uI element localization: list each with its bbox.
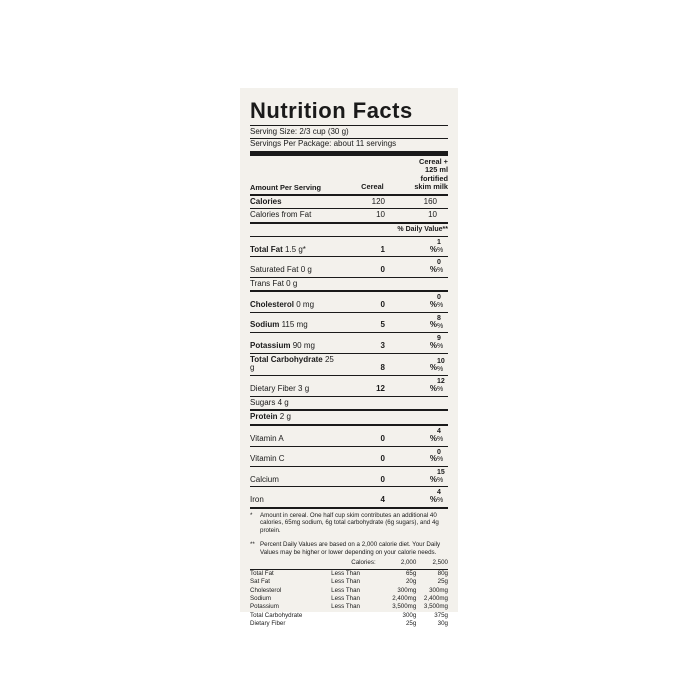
dv-row-label: Total Fat	[250, 569, 274, 577]
daily-value-header-table	[250, 224, 448, 236]
table-row	[250, 620, 448, 628]
vitamin-a-table	[250, 426, 448, 445]
table-row	[250, 603, 448, 611]
dv-row-2500: 25g	[437, 578, 448, 586]
table-row	[250, 487, 448, 506]
table-row	[250, 397, 448, 410]
row-value-cereal: 1	[380, 244, 385, 254]
dv-row-2500: 3,500mg	[423, 603, 448, 611]
dv-row-label: Total Carbohydrate	[250, 611, 303, 619]
dv-row-2000: 2,400mg	[392, 594, 417, 602]
row-value-cereal-milk: 4 %	[437, 489, 444, 504]
nutrition-table	[250, 156, 448, 194]
row-value-cereal: 0	[380, 300, 385, 310]
row-value-cereal: 5	[380, 320, 385, 330]
row-value-cereal: 12	[376, 383, 385, 393]
footnote-text: Amount in cereal. One half cup skim contributes an additional 40 calories, 65mg sodium, 6g total carbohydrate (6g sugars), and 4g protein.	[260, 511, 439, 535]
table-row	[250, 587, 448, 595]
row-label-protein: Protein	[250, 412, 278, 422]
dv-row-less-than	[331, 612, 379, 620]
row-label-cholesterol: Cholesterol	[250, 300, 295, 310]
row-value-cereal-milk: 0 %	[437, 294, 444, 310]
row-value-cereal-milk	[437, 397, 448, 410]
macros-table	[250, 237, 448, 256]
dv-row-less-than: Less Than	[331, 569, 360, 577]
dv-row-2500: 2,400mg	[423, 594, 448, 602]
row-value-cereal: 0	[380, 433, 385, 443]
table-row	[250, 376, 448, 395]
row-label-dietary-fiber: Dietary Fiber	[250, 383, 296, 393]
row-label-vitamin-a: Vitamin A	[250, 433, 284, 443]
dv-row-2000: 3,500mg	[392, 603, 417, 611]
dv-header-row	[250, 559, 448, 568]
row-pct-cereal: %	[429, 300, 437, 310]
row-label-trans-fat: Trans Fat	[250, 278, 284, 288]
row-pct-cereal: %	[429, 383, 437, 393]
row-pct-cereal: %	[429, 320, 437, 330]
footnote-text: Percent Daily Values are based on a 2,000 calorie diet. Your Daily Values may be higher or lower depending on your calorie needs.	[260, 540, 441, 556]
row-value-cereal-milk: 9 %	[437, 335, 444, 350]
row-pct-cereal: %	[429, 454, 437, 464]
row-label-sodium: Sodium	[250, 320, 280, 330]
daily-values-rows-table	[250, 570, 448, 629]
dv-row-2500: 375g	[434, 611, 448, 619]
table-row	[250, 595, 448, 603]
row-pct-blank	[437, 196, 448, 209]
row-pct-cereal: %	[429, 474, 437, 484]
protein-table	[250, 411, 448, 424]
footnote-marker: *	[250, 511, 253, 519]
table-row	[250, 467, 448, 486]
column-header-row	[250, 156, 448, 194]
row-value-cereal	[339, 397, 385, 410]
dv-row-2500: 80g	[437, 569, 448, 577]
row-value-cereal-milk: 1 %	[437, 238, 444, 254]
row-pct-cereal: %	[429, 433, 437, 443]
amount-per-serving-header: Amount Per Serving	[250, 182, 322, 192]
dv-row-less-than: Less Than	[331, 586, 360, 594]
dv-row-less-than: Less Than	[331, 603, 360, 611]
footnote-double-asterisk	[250, 538, 448, 557]
row-value-cereal-milk: 160	[423, 196, 437, 206]
row-label-saturated-fat: Saturated Fat	[250, 264, 299, 274]
row-pct-cereal: %	[429, 363, 437, 373]
table-row	[250, 257, 448, 276]
vitamin-c-table	[250, 447, 448, 466]
row-value-cereal	[339, 278, 385, 291]
dv-row-2500: 30g	[437, 619, 448, 627]
dv-row-label: Dietary Fiber	[250, 619, 286, 627]
row-value-cereal: 8	[380, 363, 385, 373]
table-row	[250, 411, 448, 424]
row-value-cereal-milk: 0 %	[437, 259, 444, 274]
dv-row-2000: 300g	[402, 611, 417, 619]
row-amount-cholesterol: 0 mg	[296, 300, 315, 310]
dv-row-less-than: Less Than	[331, 578, 360, 586]
dv-row-2500: 300mg	[429, 586, 448, 594]
dv-row-2000: 300mg	[397, 586, 417, 594]
row-value-cereal: 3	[380, 340, 385, 350]
nutrition-facts-label	[240, 88, 458, 627]
dv-header-calories: Calories:	[351, 559, 376, 567]
dv-row-label: Potassium	[250, 603, 279, 611]
row-pct-cereal: %	[429, 244, 437, 254]
row-value-cereal-milk: 8 %	[437, 314, 444, 330]
row-amount-sugars: 4 g	[277, 397, 289, 407]
cholesterol-table	[250, 292, 448, 311]
row-label-calcium: Calcium	[250, 474, 279, 484]
row-pct-cereal	[385, 278, 437, 291]
footnote-asterisk	[250, 509, 448, 535]
saturated-fat-table	[250, 257, 448, 276]
daily-value-header-row	[250, 224, 448, 236]
dv-row-2000: 20g	[405, 578, 417, 586]
potassium-table	[250, 333, 448, 352]
dv-header-2500: 2,500	[432, 559, 448, 567]
footnote-marker: **	[250, 540, 255, 548]
row-label-potassium: Potassium	[250, 340, 291, 350]
table-row	[250, 578, 448, 586]
row-amount-protein: 2 g	[279, 412, 291, 422]
row-label-total-fat: Total Fat	[250, 244, 283, 254]
column-header-cereal-milk: Cereal + 125 ml fortified skim milk	[414, 156, 448, 192]
row-pct-cereal: %	[429, 340, 437, 350]
dv-row-label: Sodium	[250, 594, 271, 602]
row-amount-saturated-fat: 0 g	[300, 264, 312, 274]
dv-row-less-than: Less Than	[331, 594, 360, 602]
sugars-table	[250, 397, 448, 410]
dv-header-name	[250, 559, 331, 568]
dv-row-less-than	[331, 620, 379, 628]
trans-fat-table	[250, 278, 448, 291]
row-amount-total-carbohydrate: 25 g	[250, 354, 334, 373]
table-row	[250, 426, 448, 445]
table-row	[250, 333, 448, 352]
total-carbohydrate-table	[250, 354, 448, 376]
row-value-cereal	[339, 411, 385, 424]
row-pct-cereal	[385, 397, 437, 410]
daily-value-header: % Daily Value**	[397, 226, 448, 234]
dv-row-2000: 65g	[405, 569, 417, 577]
row-value-cereal-milk: 10	[428, 210, 437, 220]
row-value-cereal: 0	[380, 474, 385, 484]
row-pct-cereal: %	[429, 494, 437, 504]
iron-table	[250, 487, 448, 506]
row-value-cereal-milk: 0 %	[437, 448, 444, 464]
serving-size: Serving Size: 2/3 cup (30 g)	[250, 126, 349, 136]
servings-per-package: Servings Per Package: about 11 servings	[250, 139, 397, 149]
row-value-cereal: 10	[376, 210, 385, 220]
row-amount-total-fat: 1.5 g*	[284, 244, 306, 254]
calories-from-fat-table	[250, 209, 448, 222]
row-value-cereal-milk	[437, 411, 448, 424]
table-row	[250, 209, 448, 222]
row-label-total-carbohydrate: Total Carbohydrate	[250, 354, 323, 364]
table-row	[250, 292, 448, 311]
table-row	[250, 313, 448, 332]
table-row	[250, 237, 448, 256]
table-row	[250, 196, 448, 209]
row-value-cereal: 0	[380, 264, 385, 274]
row-pct-cereal: %	[429, 264, 437, 274]
row-label-vitamin-c: Vitamin C	[250, 454, 285, 464]
row-value-cereal-milk: 15 %	[437, 468, 445, 484]
daily-values-reference-table	[250, 559, 448, 568]
row-value-cereal-milk: 10 %	[437, 357, 445, 373]
row-pct-cereal	[385, 411, 437, 424]
row-amount-sodium: 115 mg	[281, 320, 308, 330]
row-value-cereal-milk: 12 %	[437, 378, 445, 393]
row-amount-dietary-fiber: 3 g	[298, 383, 310, 393]
row-pct-blank	[437, 209, 448, 222]
table-row	[250, 612, 448, 620]
row-label-iron: Iron	[250, 494, 264, 504]
table-row	[250, 447, 448, 466]
page-title: Nutrition Facts	[250, 98, 413, 123]
row-amount-potassium: 90 mg	[292, 340, 315, 350]
table-row	[250, 570, 448, 578]
row-value-cereal: 0	[380, 454, 385, 464]
row-label-calories: Calories	[250, 196, 282, 206]
row-value-cereal: 4	[380, 494, 385, 504]
column-header-cereal: Cereal	[361, 182, 384, 192]
row-value-cereal-milk: 4 %	[437, 428, 444, 443]
row-label-calories-from-fat: Calories from Fat	[250, 210, 312, 220]
nutrition-values-table	[250, 196, 448, 209]
dv-row-2000: 25g	[405, 619, 417, 627]
dv-header-2000: 2,000	[400, 559, 417, 567]
row-value-cereal: 120	[371, 196, 385, 206]
row-amount-trans-fat: 0 g	[286, 278, 298, 288]
table-row	[250, 278, 448, 291]
dietary-fiber-table	[250, 376, 448, 395]
calcium-table	[250, 467, 448, 486]
sodium-table	[250, 313, 448, 332]
dv-row-label: Sat Fat	[250, 578, 270, 586]
dv-row-label: Cholesterol	[250, 586, 282, 594]
row-label-sugars: Sugars	[250, 397, 276, 407]
table-row	[250, 354, 448, 376]
row-value-cereal-milk	[437, 278, 448, 291]
